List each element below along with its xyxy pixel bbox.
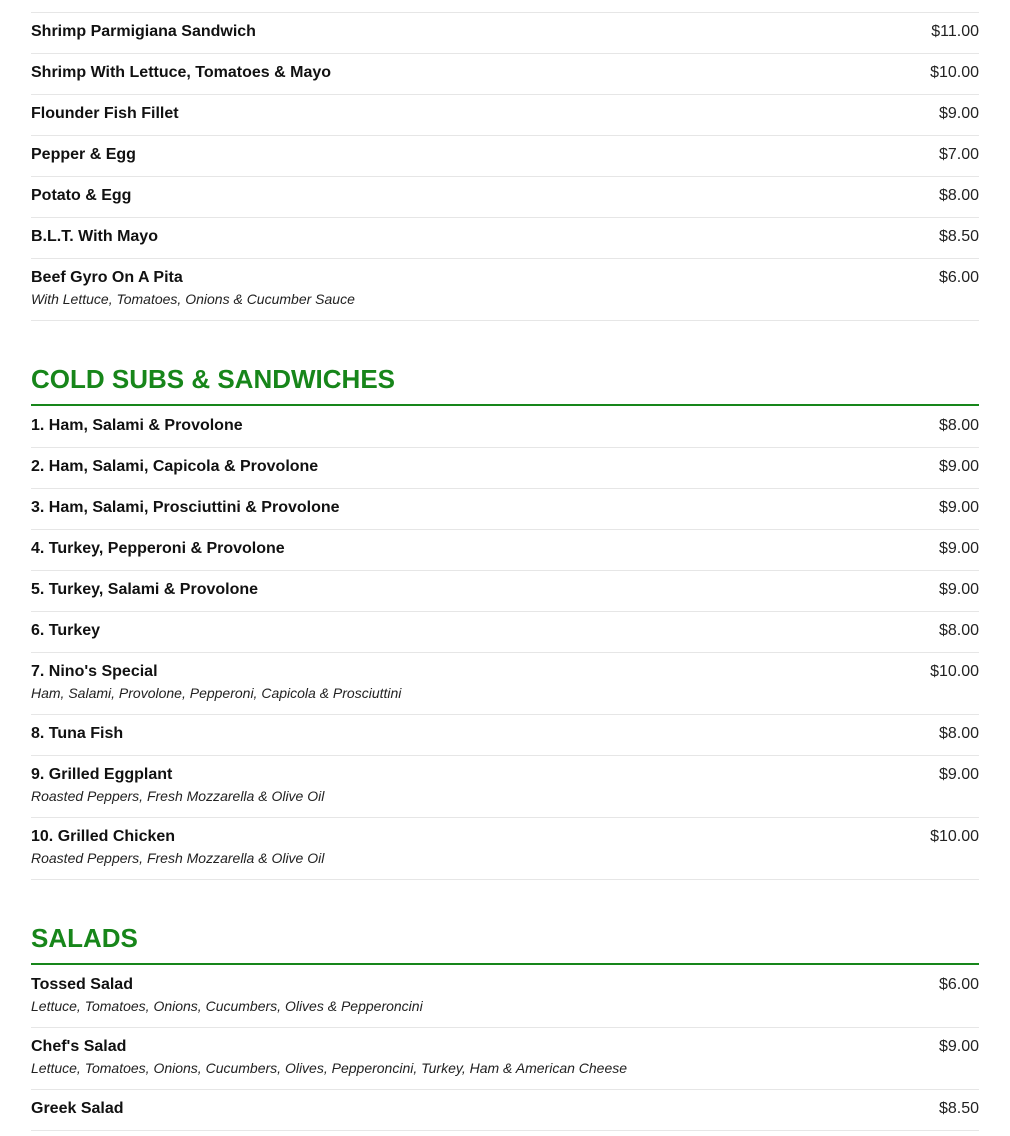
- item-price: $8.00: [938, 622, 979, 639]
- item-price: $9.00: [938, 766, 979, 783]
- item-description: Ham, Salami, Provolone, Pepperoni, Capicola & Prosciuttini: [31, 685, 402, 701]
- item-price: $8.00: [938, 417, 979, 434]
- item-price: $11.00: [931, 23, 979, 40]
- item-name: Greek Salad: [31, 1100, 124, 1117]
- menu-item[interactable]: [31, 406, 979, 448]
- section-cold-subs: [31, 364, 979, 880]
- menu-item[interactable]: [31, 54, 979, 95]
- item-price: $8.50: [938, 1100, 979, 1117]
- item-description: Lettuce, Tomatoes, Onions, Cucumbers, Olives, Pepperoncini, Turkey, Ham & American Cheese: [31, 1060, 628, 1076]
- item-name: 1. Ham, Salami & Provolone: [31, 417, 243, 434]
- item-name: Pepper & Egg: [31, 146, 136, 163]
- item-price: $9.00: [938, 1038, 979, 1055]
- item-price: $9.00: [938, 105, 979, 122]
- item-price: $7.00: [938, 146, 979, 163]
- item-price: $9.00: [938, 458, 979, 475]
- menu-item[interactable]: [31, 1028, 979, 1090]
- item-name: Flounder Fish Fillet: [31, 105, 179, 122]
- menu-item[interactable]: [31, 259, 979, 321]
- item-name: 2. Ham, Salami, Capicola & Provolone: [31, 458, 319, 475]
- item-description: With Lettuce, Tomatoes, Onions & Cucumber Sauce: [31, 291, 355, 307]
- menu-item[interactable]: [31, 756, 979, 818]
- menu-item[interactable]: [31, 13, 979, 54]
- menu-item[interactable]: [31, 448, 979, 489]
- item-name: 6. Turkey: [31, 622, 101, 639]
- menu-item[interactable]: [31, 177, 979, 218]
- item-price: $10.00: [930, 828, 979, 845]
- item-price: $9.00: [938, 499, 979, 516]
- item-name: B.L.T. With Mayo: [31, 228, 158, 245]
- item-name: Shrimp With Lettuce, Tomatoes & Mayo: [31, 64, 332, 81]
- section-title: SALADS: [31, 923, 979, 965]
- item-price: $8.00: [938, 725, 979, 742]
- item-description: Roasted Peppers, Fresh Mozzarella & Olive Oil: [31, 788, 325, 804]
- item-price: $8.50: [938, 228, 979, 245]
- menu-item[interactable]: [31, 571, 979, 612]
- item-name: Chef's Salad: [31, 1038, 127, 1055]
- menu-item[interactable]: [31, 530, 979, 571]
- item-name: 4. Turkey, Pepperoni & Provolone: [31, 540, 285, 557]
- item-name: 7. Nino's Special: [31, 663, 158, 680]
- item-name: 8. Tuna Fish: [31, 725, 124, 742]
- section-title: COLD SUBS & SANDWICHES: [31, 364, 979, 406]
- item-name: Tossed Salad: [31, 976, 133, 993]
- item-price: $6.00: [938, 269, 979, 286]
- item-price: $6.00: [938, 976, 979, 993]
- menu-page: [31, 0, 979, 1131]
- section-salads: [31, 923, 979, 1131]
- menu-item[interactable]: [31, 965, 979, 1028]
- item-name: 9. Grilled Eggplant: [31, 766, 173, 783]
- item-price: $10.00: [930, 64, 979, 81]
- menu-item[interactable]: [31, 218, 979, 259]
- item-price: $9.00: [938, 540, 979, 557]
- item-name: Shrimp Parmigiana Sandwich: [31, 23, 256, 40]
- item-name: 10. Grilled Chicken: [31, 828, 176, 845]
- item-name: 3. Ham, Salami, Prosciuttini & Provolone: [31, 499, 340, 516]
- item-price: $10.00: [930, 663, 979, 680]
- menu-item[interactable]: [31, 489, 979, 530]
- menu-item[interactable]: [31, 653, 979, 715]
- item-name: Beef Gyro On A Pita: [31, 269, 183, 286]
- menu-item[interactable]: [31, 95, 979, 136]
- menu-item[interactable]: [31, 136, 979, 177]
- item-name: Potato & Egg: [31, 187, 132, 204]
- item-name: 5. Turkey, Salami & Provolone: [31, 581, 259, 598]
- item-description: Lettuce, Tomatoes, Onions, Cucumbers, Olives & Pepperoncini: [31, 998, 423, 1014]
- item-price: $9.00: [938, 581, 979, 598]
- item-price: $8.00: [938, 187, 979, 204]
- item-description: Roasted Peppers, Fresh Mozzarella & Olive Oil: [31, 850, 325, 866]
- menu-item[interactable]: [31, 818, 979, 880]
- menu-item[interactable]: [31, 1090, 979, 1131]
- menu-item[interactable]: [31, 612, 979, 653]
- menu-item[interactable]: [31, 715, 979, 756]
